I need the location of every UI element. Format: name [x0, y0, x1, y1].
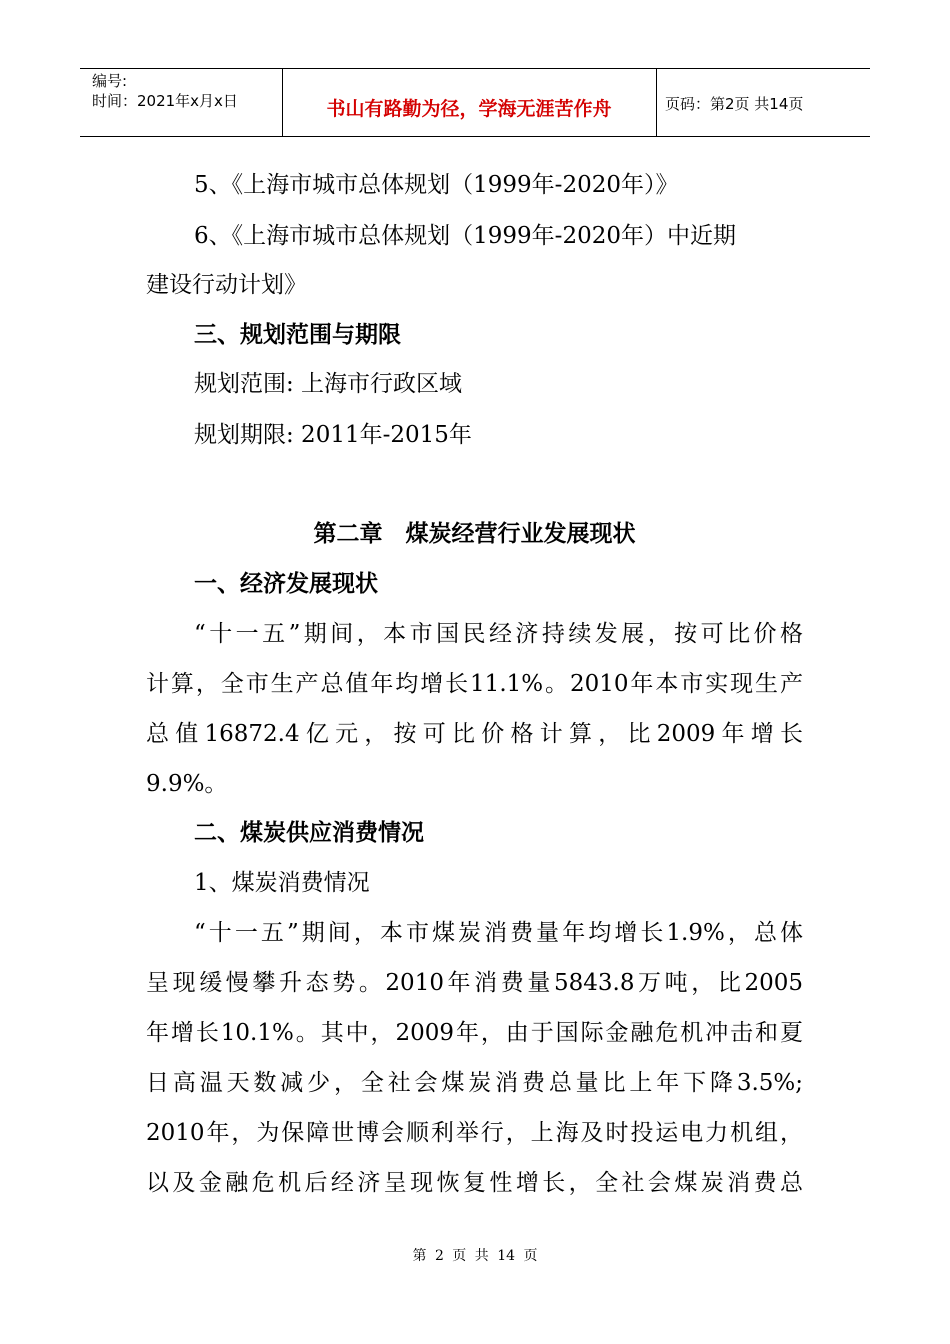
header-top-rule — [80, 68, 870, 69]
section-economy-heading: 一、经济发展现状 — [194, 571, 378, 597]
coal-paragraph-line: 以及金融危机后经济呈现恢复性增长，全社会煤炭消费总 — [146, 1170, 803, 1196]
chapter-2-title: 第二章 煤炭经营行业发展现状 — [313, 521, 636, 547]
coal-paragraph-line: 呈现缓慢攀升态势。2010年消费量5843.8万吨，比2005 — [146, 970, 803, 996]
header-bottom-rule — [80, 136, 870, 137]
coal-paragraph-line: 2010年，为保障世博会顺利举行，上海及时投运电力机组， — [146, 1120, 803, 1146]
reference-item-6-line-1: 6、《上海市城市总体规划（1999年-2020年）中近期 — [194, 223, 736, 249]
coal-paragraph-line: 年增长10.1%。其中，2009年，由于国际金融危机冲击和夏 — [146, 1020, 803, 1046]
economy-paragraph-line: 9.9%。 — [146, 771, 228, 797]
page-footer: 第 2 页 共 14 页 — [412, 1248, 538, 1264]
header-time-label: 时间：2021年x月x日 — [92, 92, 238, 110]
coal-paragraph-line: 日高温天数减少，全社会煤炭消费总量比上年下降3.5%; — [146, 1070, 803, 1096]
section-3-heading: 三、规划范围与期限 — [194, 322, 401, 348]
header-divider-right — [656, 68, 657, 136]
economy-paragraph-line: “十一五”期间，本市国民经济持续发展，按可比价格 — [194, 621, 803, 647]
header-page-info: 页码：第2页 共14页 — [665, 95, 804, 113]
coal-paragraph-line: “十一五”期间，本市煤炭消费量年均增长1.9%，总体 — [194, 920, 803, 946]
planning-period: 规划期限: 2011年-2015年 — [194, 422, 472, 448]
planning-scope: 规划范围: 上海市行政区域 — [194, 371, 463, 397]
economy-paragraph-line: 计算，全市生产总值年均增长11.1%。2010年本市实现生产 — [146, 671, 803, 697]
coal-consumption-subheading: 1、煤炭消费情况 — [194, 870, 370, 896]
header-motto: 书山有路勤为径，学海无涯苦作舟 — [326, 98, 612, 120]
section-coal-heading: 二、煤炭供应消费情况 — [194, 820, 424, 846]
reference-item-5: 5、《上海市城市总体规划（1999年-2020年）》 — [194, 172, 679, 198]
header-code-label: 编号: — [92, 72, 128, 90]
economy-paragraph-line: 总值16872.4亿元，按可比价格计算，比2009年增长 — [146, 721, 803, 747]
reference-item-6-line-2: 建设行动计划》 — [146, 272, 307, 298]
